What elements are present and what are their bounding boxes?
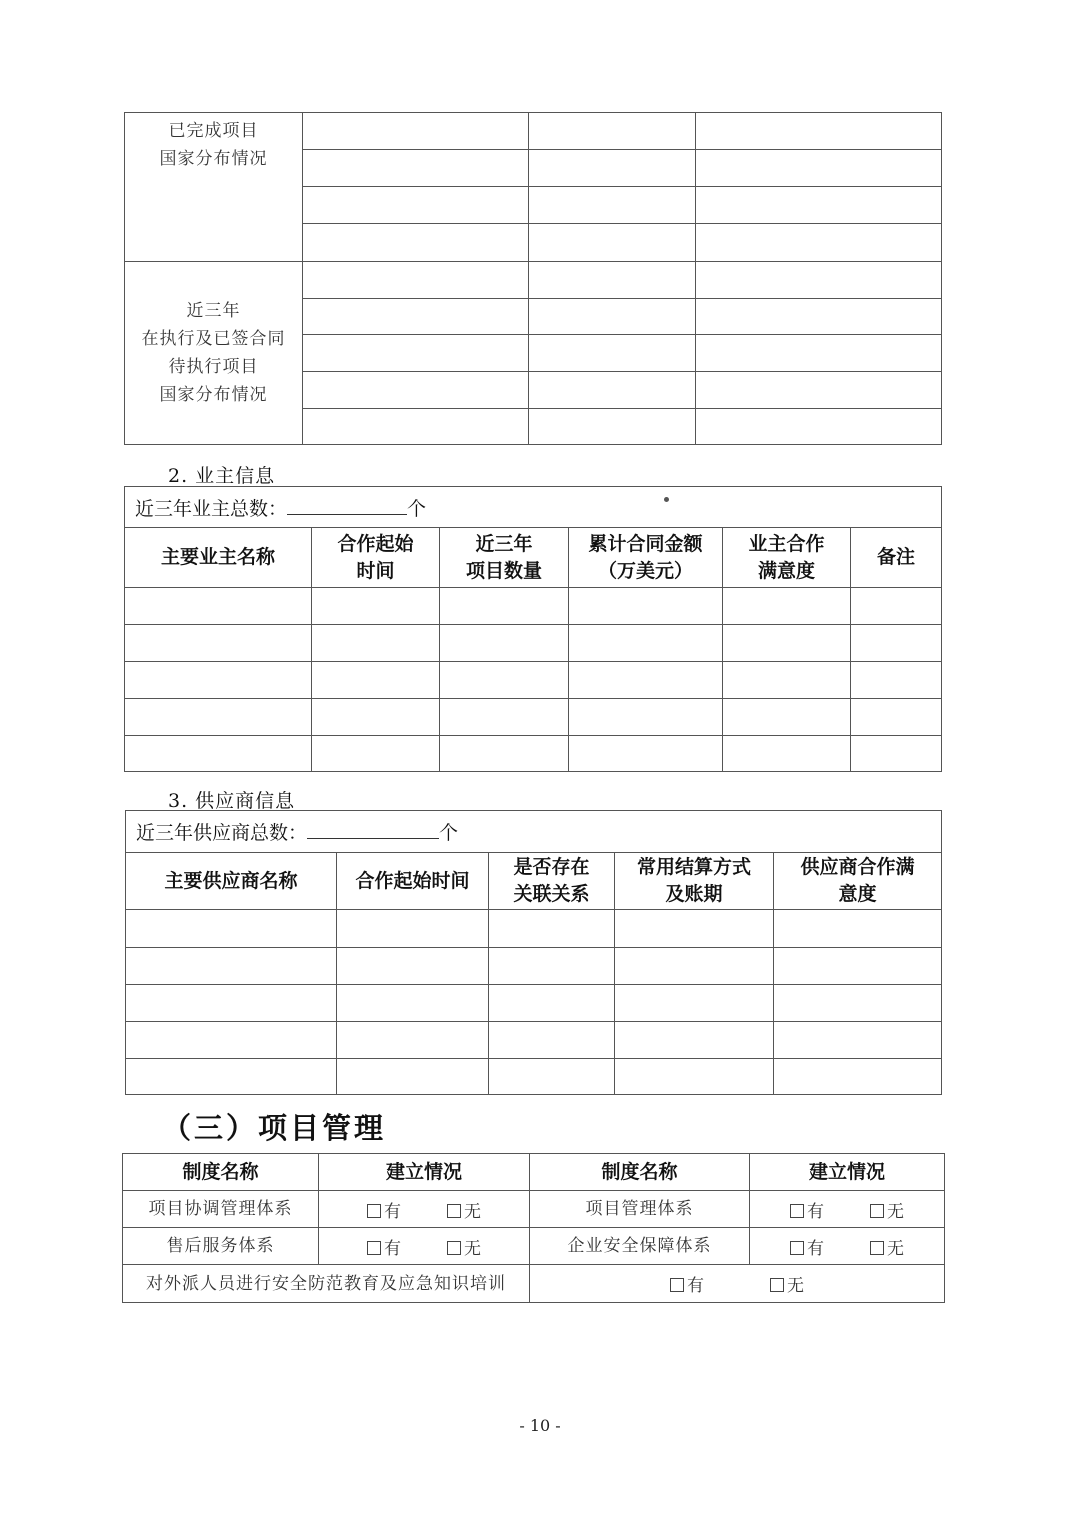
table-cell[interactable] <box>569 662 723 699</box>
table-row <box>126 1059 942 1095</box>
table-cell[interactable] <box>303 299 529 335</box>
table-cell[interactable] <box>696 187 942 224</box>
supplier-total-row <box>126 811 942 853</box>
completed-projects-label: 已完成项目 国家分布情况 <box>125 113 303 262</box>
table-cell[interactable] <box>125 736 312 772</box>
table-row <box>126 985 942 1022</box>
no-checkbox[interactable]: 无 <box>447 1234 481 1259</box>
supplier-header-related: 是否存在 关联关系 <box>489 853 615 910</box>
owner-header-remarks: 备注 <box>851 528 942 588</box>
pm-system-name: 企业安全保障体系 <box>530 1228 750 1265</box>
checkbox-icon <box>670 1278 684 1292</box>
table-cell[interactable] <box>851 736 942 772</box>
no-checkbox[interactable]: 无 <box>770 1271 804 1296</box>
page-number: - 10 - <box>519 1416 561 1435</box>
checkbox-icon <box>447 1241 461 1255</box>
table-cell[interactable] <box>696 113 942 150</box>
table-cell[interactable] <box>774 1022 942 1059</box>
table-cell[interactable] <box>615 985 774 1022</box>
table-cell[interactable] <box>337 948 489 985</box>
table-cell[interactable] <box>312 699 440 736</box>
table-cell[interactable] <box>615 1059 774 1095</box>
checkbox-icon <box>870 1204 884 1218</box>
table-cell[interactable] <box>303 150 529 187</box>
table-cell[interactable] <box>615 1022 774 1059</box>
table-cell[interactable] <box>774 948 942 985</box>
yes-checkbox[interactable]: 有 <box>367 1234 401 1259</box>
table-cell[interactable] <box>440 699 569 736</box>
table-cell[interactable] <box>569 588 723 625</box>
supplier-header-name: 主要供应商名称 <box>126 853 337 910</box>
table-cell[interactable] <box>125 699 312 736</box>
supplier-header-start-time: 合作起始时间 <box>337 853 489 910</box>
pm-header-status-1: 建立情况 <box>319 1154 530 1191</box>
table-cell[interactable] <box>312 588 440 625</box>
table-row <box>123 1265 945 1303</box>
supplier-total-unit: 个 <box>439 822 459 844</box>
supplier-header-satisfaction: 供应商合作满 意度 <box>774 853 942 910</box>
pm-system-name: 项目协调管理体系 <box>123 1191 319 1228</box>
table-cell[interactable] <box>303 224 529 262</box>
table-cell[interactable] <box>489 985 615 1022</box>
table-cell[interactable] <box>440 588 569 625</box>
pm-status-cell <box>319 1228 530 1265</box>
table-cell[interactable] <box>569 699 723 736</box>
table-cell[interactable] <box>125 588 312 625</box>
table-cell[interactable] <box>529 335 696 372</box>
owner-total-unit: 个 <box>407 497 427 520</box>
table-cell[interactable] <box>774 985 942 1022</box>
yes-checkbox[interactable]: 有 <box>670 1271 704 1296</box>
owner-header-start-time: 合作起始 时间 <box>312 528 440 588</box>
table-cell[interactable] <box>489 948 615 985</box>
table-cell[interactable] <box>489 1022 615 1059</box>
owner-header-project-count: 近三年 项目数量 <box>440 528 569 588</box>
table-cell[interactable] <box>529 409 696 445</box>
table-cell[interactable] <box>696 409 942 445</box>
table-cell[interactable] <box>529 299 696 335</box>
table-row <box>126 910 942 948</box>
table-row <box>125 588 942 625</box>
checkbox-icon <box>447 1204 461 1218</box>
table-cell[interactable] <box>529 262 696 299</box>
project-management-heading: （三）项目管理 <box>162 1111 387 1145</box>
table-cell[interactable] <box>851 699 942 736</box>
table-cell[interactable] <box>440 662 569 699</box>
pm-status-cell <box>750 1191 945 1228</box>
table-cell[interactable] <box>303 113 529 150</box>
table-cell[interactable] <box>696 335 942 372</box>
table-cell[interactable] <box>615 910 774 948</box>
table-cell[interactable] <box>696 224 942 262</box>
table-row <box>125 662 942 699</box>
no-checkbox[interactable]: 无 <box>870 1234 904 1259</box>
table-cell[interactable] <box>723 662 851 699</box>
table-cell[interactable] <box>529 113 696 150</box>
table-cell[interactable] <box>615 948 774 985</box>
table-row <box>126 1022 942 1059</box>
pm-training-status-cell <box>530 1265 945 1303</box>
table-cell[interactable] <box>303 372 529 409</box>
checkbox-icon <box>367 1204 381 1218</box>
yes-checkbox[interactable]: 有 <box>367 1197 401 1222</box>
table-cell[interactable] <box>489 1059 615 1095</box>
owner-header-satisfaction: 业主合作 满意度 <box>723 528 851 588</box>
table-row <box>125 699 942 736</box>
checkbox-icon <box>790 1241 804 1255</box>
owner-total-row <box>125 487 942 528</box>
table-cell[interactable] <box>337 910 489 948</box>
table-cell[interactable] <box>529 187 696 224</box>
pm-status-cell <box>750 1228 945 1265</box>
table-cell[interactable] <box>489 910 615 948</box>
project-management-table <box>122 1153 945 1303</box>
table-cell[interactable] <box>851 625 942 662</box>
checkbox-icon <box>790 1204 804 1218</box>
yes-checkbox[interactable]: 有 <box>790 1234 824 1259</box>
pm-header-system-name-1: 制度名称 <box>123 1154 319 1191</box>
table-cell[interactable] <box>126 985 337 1022</box>
table-cell[interactable] <box>569 736 723 772</box>
table-cell[interactable] <box>440 736 569 772</box>
table-cell[interactable] <box>696 299 942 335</box>
table-cell[interactable] <box>723 736 851 772</box>
table-cell[interactable] <box>312 625 440 662</box>
table-cell[interactable] <box>774 910 942 948</box>
table-cell[interactable] <box>312 662 440 699</box>
table-cell[interactable] <box>774 1059 942 1095</box>
project-distribution-table <box>124 112 942 445</box>
table-cell[interactable] <box>126 1022 337 1059</box>
pm-system-name: 项目管理体系 <box>530 1191 750 1228</box>
table-cell[interactable] <box>126 910 337 948</box>
supplier-total-label: 近三年供应商总数： <box>136 822 308 844</box>
table-cell[interactable] <box>303 409 529 445</box>
table-cell[interactable] <box>337 1059 489 1095</box>
owner-table <box>124 486 942 772</box>
table-row <box>125 736 942 772</box>
table-cell[interactable] <box>126 948 337 985</box>
table-cell[interactable] <box>529 372 696 409</box>
table-cell[interactable] <box>569 625 723 662</box>
owner-total-input[interactable] <box>287 500 407 515</box>
table-cell[interactable] <box>696 150 942 187</box>
pm-status-cell <box>319 1191 530 1228</box>
pm-training-label: 对外派人员进行安全防范教育及应急知识培训 <box>123 1265 530 1303</box>
table-cell[interactable] <box>303 262 529 299</box>
table-cell[interactable] <box>723 588 851 625</box>
table-cell[interactable] <box>723 625 851 662</box>
table-cell[interactable] <box>303 187 529 224</box>
no-checkbox[interactable]: 无 <box>870 1197 904 1222</box>
table-row <box>123 1191 945 1228</box>
owner-header-contract-amount: 累计合同金额 （万美元） <box>569 528 723 588</box>
supplier-total-input[interactable] <box>307 824 439 839</box>
pm-system-name: 售后服务体系 <box>123 1228 319 1265</box>
table-cell[interactable] <box>529 150 696 187</box>
table-cell[interactable] <box>851 662 942 699</box>
table-cell[interactable] <box>696 372 942 409</box>
table-cell[interactable] <box>696 262 942 299</box>
owner-total-label: 近三年业主总数： <box>135 497 288 520</box>
table-row <box>126 948 942 985</box>
yes-checkbox[interactable]: 有 <box>790 1197 824 1222</box>
table-cell[interactable] <box>125 625 312 662</box>
table-cell[interactable] <box>440 625 569 662</box>
table-cell[interactable] <box>337 985 489 1022</box>
pm-header-system-name-2: 制度名称 <box>530 1154 750 1191</box>
table-row <box>125 625 942 662</box>
ongoing-projects-label: 近三年 在执行及已签合同 待执行项目 国家分布情况 <box>125 262 303 445</box>
table-cell[interactable] <box>337 1022 489 1059</box>
checkbox-icon <box>770 1278 784 1292</box>
owner-section-title: 2. 业主信息 <box>168 465 276 487</box>
table-row <box>123 1228 945 1265</box>
checkbox-icon <box>367 1241 381 1255</box>
supplier-section-title: 3. 供应商信息 <box>168 790 296 812</box>
checkbox-icon <box>870 1241 884 1255</box>
no-checkbox[interactable]: 无 <box>447 1197 481 1222</box>
table-cell[interactable] <box>312 736 440 772</box>
table-cell[interactable] <box>529 224 696 262</box>
supplier-table <box>125 810 942 1095</box>
table-cell[interactable] <box>125 662 312 699</box>
table-cell[interactable] <box>723 699 851 736</box>
supplier-header-settlement: 常用结算方式 及账期 <box>615 853 774 910</box>
table-cell[interactable] <box>126 1059 337 1095</box>
table-cell[interactable] <box>303 335 529 372</box>
pm-header-status-2: 建立情况 <box>750 1154 945 1191</box>
owner-header-name: 主要业主名称 <box>125 528 312 588</box>
table-cell[interactable] <box>851 588 942 625</box>
